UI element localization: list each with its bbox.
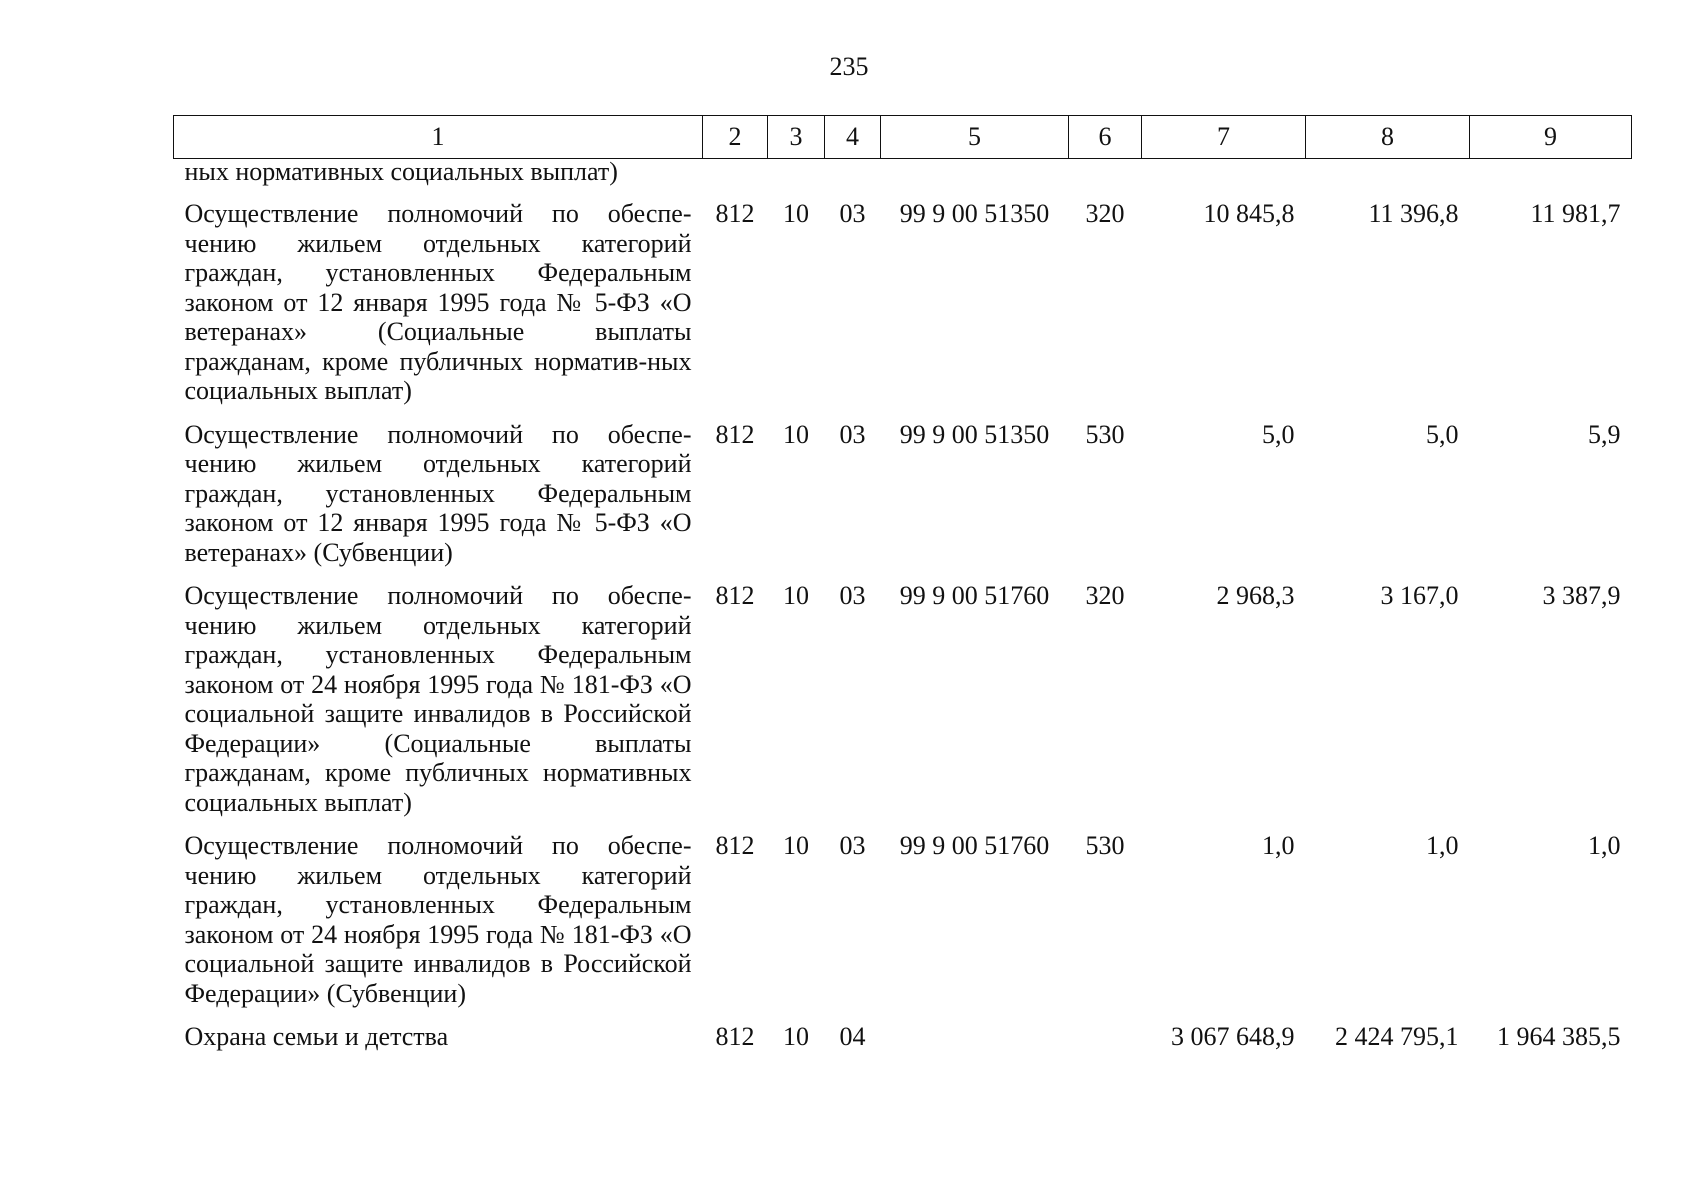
table-row <box>174 1022 1632 1066</box>
section-code: 10 <box>783 419 809 449</box>
target-article-code <box>881 1022 1069 1066</box>
amount-col-7: 1,0 <box>1262 831 1295 860</box>
amount-col-9: 11 981,7 <box>1530 199 1621 228</box>
column-header-1: 1 <box>174 116 703 159</box>
target-article-code: 99 9 00 51350 <box>899 199 1050 228</box>
amount-col-7: 3 067 648,9 <box>1171 1022 1295 1051</box>
table-row <box>174 581 1632 831</box>
amount-col-7 <box>1142 159 1306 200</box>
column-header-4: 4 <box>825 116 881 159</box>
amount-col-7: 10 845,8 <box>1203 199 1295 228</box>
column-header-5: 5 <box>881 116 1069 159</box>
table-row <box>174 420 1632 582</box>
target-article-code: 99 9 00 51760 <box>899 831 1050 860</box>
ministry-code <box>703 159 768 200</box>
row-description: Охрана семьи и детства <box>184 1022 449 1051</box>
expense-type-code: 320 <box>1085 199 1125 228</box>
table-row <box>174 159 1632 200</box>
amount-col-8: 11 396,8 <box>1368 199 1459 228</box>
subsection-code <box>825 159 881 200</box>
subsection-code: 03 <box>839 831 866 860</box>
amount-col-9: 3 387,9 <box>1542 581 1621 610</box>
amount-col-7: 2 968,3 <box>1216 581 1295 610</box>
column-header-7: 7 <box>1142 116 1306 159</box>
expense-type-code <box>1069 1022 1142 1066</box>
ministry-code: 812 <box>715 581 755 610</box>
ministry-code: 812 <box>715 199 755 228</box>
row-description: Осуществление полномочий по обеспе-чению жильем отдельных категорий граждан, установленных Федеральным законом от 24 ноября 1995 года № 181-ФЗ «О социальной защите инвалидов в Российской Федерации» (Субвенции) <box>184 831 692 1008</box>
amount-col-9: 1 964 385,5 <box>1497 1022 1621 1051</box>
amount-col-8 <box>1306 159 1470 200</box>
target-article-code: 99 9 00 51760 <box>899 581 1050 610</box>
row-description: ных нормативных социальных выплат) <box>184 157 618 186</box>
section-code: 10 <box>783 581 809 610</box>
table-row <box>174 831 1632 1022</box>
column-header-9: 9 <box>1470 116 1632 159</box>
subsection-code: 03 <box>839 199 866 228</box>
row-description: Осуществление полномочий по обеспе-чению жильем отдельных категорий граждан, установленных Федеральным законом от 12 января 1995 года № 5-ФЗ «О ветеранах» (Социальные выплаты гражданам, кроме публичных норматив-ных социальных выплат) <box>184 199 692 405</box>
amount-col-9 <box>1470 159 1632 200</box>
ministry-code: 812 <box>715 1022 755 1051</box>
amount-col-7: 5,0 <box>1262 419 1295 449</box>
column-header-6: 6 <box>1069 116 1142 159</box>
expense-type-code: 530 <box>1085 831 1125 860</box>
expense-type-code <box>1069 159 1142 200</box>
target-article-code: 99 9 00 51350 <box>899 419 1050 449</box>
amount-col-8: 2 424 795,1 <box>1335 1022 1459 1051</box>
section-code: 10 <box>783 199 809 228</box>
amount-col-8: 1,0 <box>1426 831 1459 860</box>
amount-col-8: 5,0 <box>1426 419 1459 449</box>
section-code: 10 <box>783 831 809 860</box>
amount-col-8: 3 167,0 <box>1380 581 1459 610</box>
column-header-2: 2 <box>703 116 768 159</box>
table-row <box>174 199 1632 420</box>
subsection-code: 03 <box>839 419 866 449</box>
ministry-code: 812 <box>715 419 755 449</box>
expense-type-code: 320 <box>1085 581 1125 610</box>
section-code: 10 <box>783 1022 809 1051</box>
expense-type-code: 530 <box>1085 419 1125 449</box>
column-header-3: 3 <box>768 116 825 159</box>
row-description: Осуществление полномочий по обеспе-чению жильем отдельных категорий граждан, установленных Федеральным законом от 24 ноября 1995 года № 181-ФЗ «О социальной защите инвалидов в Российской Федерации» (Социальные выплаты гражданам, кроме публичных нормативных социальных выплат) <box>184 581 692 817</box>
amount-col-9: 1,0 <box>1588 831 1621 860</box>
column-header-8: 8 <box>1306 116 1470 159</box>
budget-table <box>173 115 1632 1066</box>
subsection-code: 04 <box>839 1022 866 1051</box>
subsection-code: 03 <box>839 581 866 610</box>
page-number: 235 <box>829 52 869 81</box>
amount-col-9: 5,9 <box>1588 419 1621 449</box>
section-code <box>768 159 825 200</box>
ministry-code: 812 <box>715 831 755 860</box>
target-article-code <box>881 159 1069 200</box>
row-description: Осуществление полномочий по обеспе-чению жильем отдельных категорий граждан, установленных Федеральным законом от 12 января 1995 года № 5-ФЗ «О ветеранах» (Субвенции) <box>184 419 692 567</box>
header-row <box>174 116 1632 159</box>
